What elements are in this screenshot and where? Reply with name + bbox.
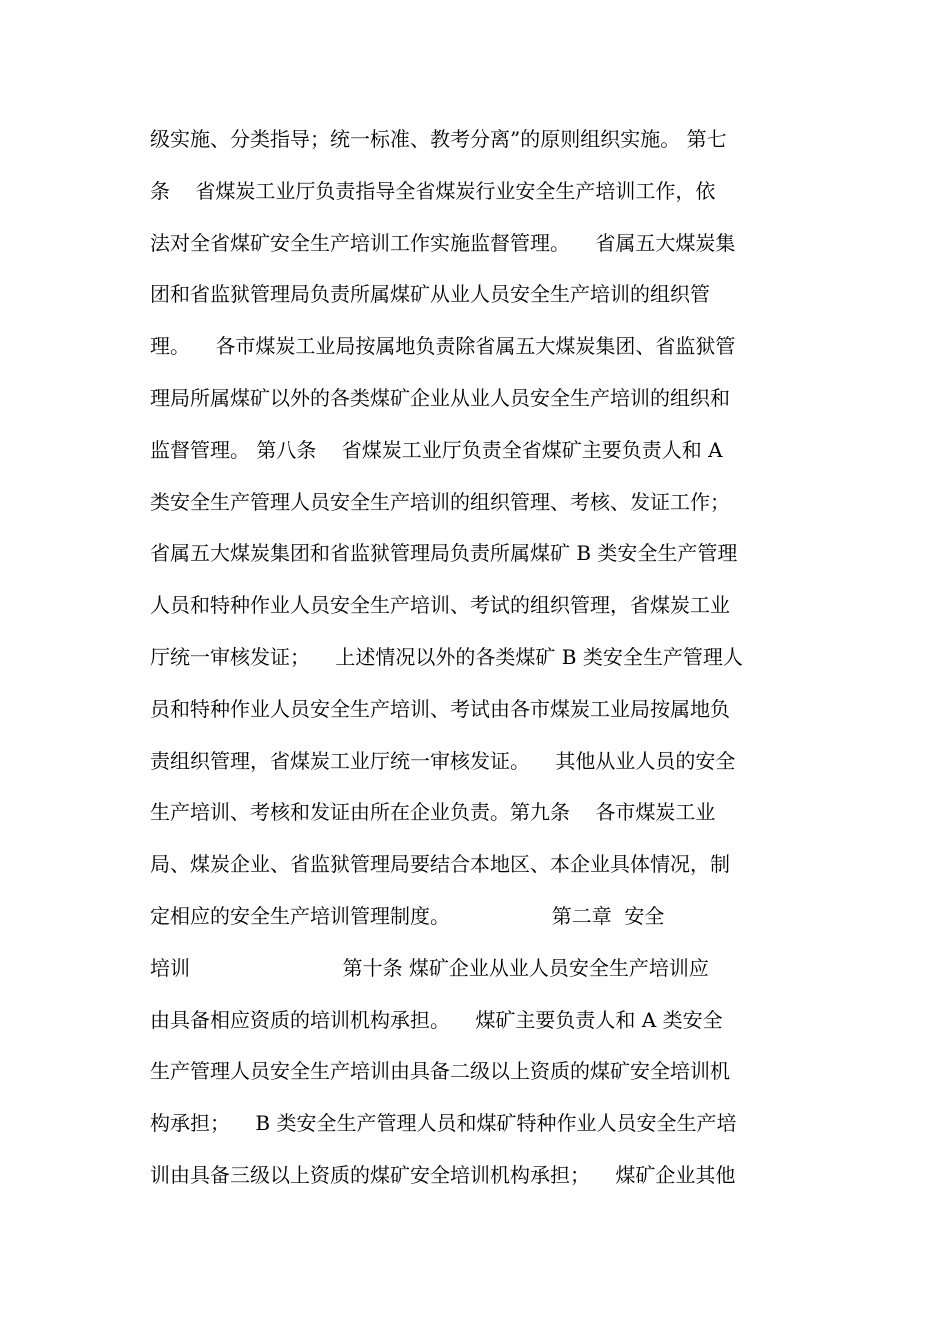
text-line: 级实施、分类指导；统一标准、教考分离”的原则组织实施。 第七	[150, 127, 727, 151]
text-line: 构承担； B 类安全生产管理人员和煤矿特种作业人员安全生产培	[150, 1111, 737, 1136]
text-line: 生产培训、考核和发证由所在企业负责。第九条 各市煤炭工业	[150, 800, 716, 825]
text-line: 员和特种作业人员安全生产培训、考试由各市煤炭工业局按属地负	[150, 696, 730, 721]
text-line: 责组织管理，省煤炭工业厅统一审核发证。 其他从业人员的安全	[150, 748, 736, 773]
text-line: 理局所属煤矿以外的各类煤矿企业从业人员安全生产培训的组织和	[150, 385, 730, 410]
text-line: 条 省煤炭工业厅负责指导全省煤炭行业安全生产培训工作，依	[150, 178, 716, 203]
text-line: 定相应的安全生产培训管理制度。 第二章 安全	[150, 903, 665, 928]
text-line: 类安全生产管理人员安全生产培训的组织管理、考核、发证工作；	[150, 489, 730, 514]
text-line: 由具备相应资质的培训机构承担。 煤矿主要负责人和 A 类安全	[150, 1007, 723, 1032]
text-line: 局、煤炭企业、省监狱管理局要结合本地区、本企业具体情况，制	[150, 852, 730, 877]
text-line: 训由具备三级以上资质的煤矿安全培训机构承担； 煤矿企业其他	[150, 1162, 736, 1187]
text-line: 人员和特种作业人员安全生产培训、考试的组织管理，省煤炭工业	[150, 593, 730, 618]
text-line: 法对全省煤矿安全生产培训工作实施监督管理。 省属五大煤炭集	[150, 230, 736, 255]
text-line: 省属五大煤炭集团和省监狱管理局负责所属煤矿 B 类安全生产管理	[150, 541, 738, 566]
text-line: 监督管理。 第八条 省煤炭工业厅负责全省煤矿主要负责人和 A	[150, 437, 723, 462]
text-line: 团和省监狱管理局负责所属煤矿从业人员安全生产培训的组织管	[150, 282, 710, 307]
text-line: 厅统一审核发证； 上述情况以外的各类煤矿 B 类安全生产管理人	[150, 644, 743, 669]
body-text	[150, 114, 810, 1202]
text-line: 生产管理人员安全生产培训由具备二级以上资质的煤矿安全培训机	[150, 1059, 730, 1084]
text-line: 培训 第十条 煤矿企业从业人员安全生产培训应	[150, 955, 709, 980]
text-line: 理。 各市煤炭工业局按属地负责除省属五大煤炭集团、省监狱管	[150, 334, 736, 359]
